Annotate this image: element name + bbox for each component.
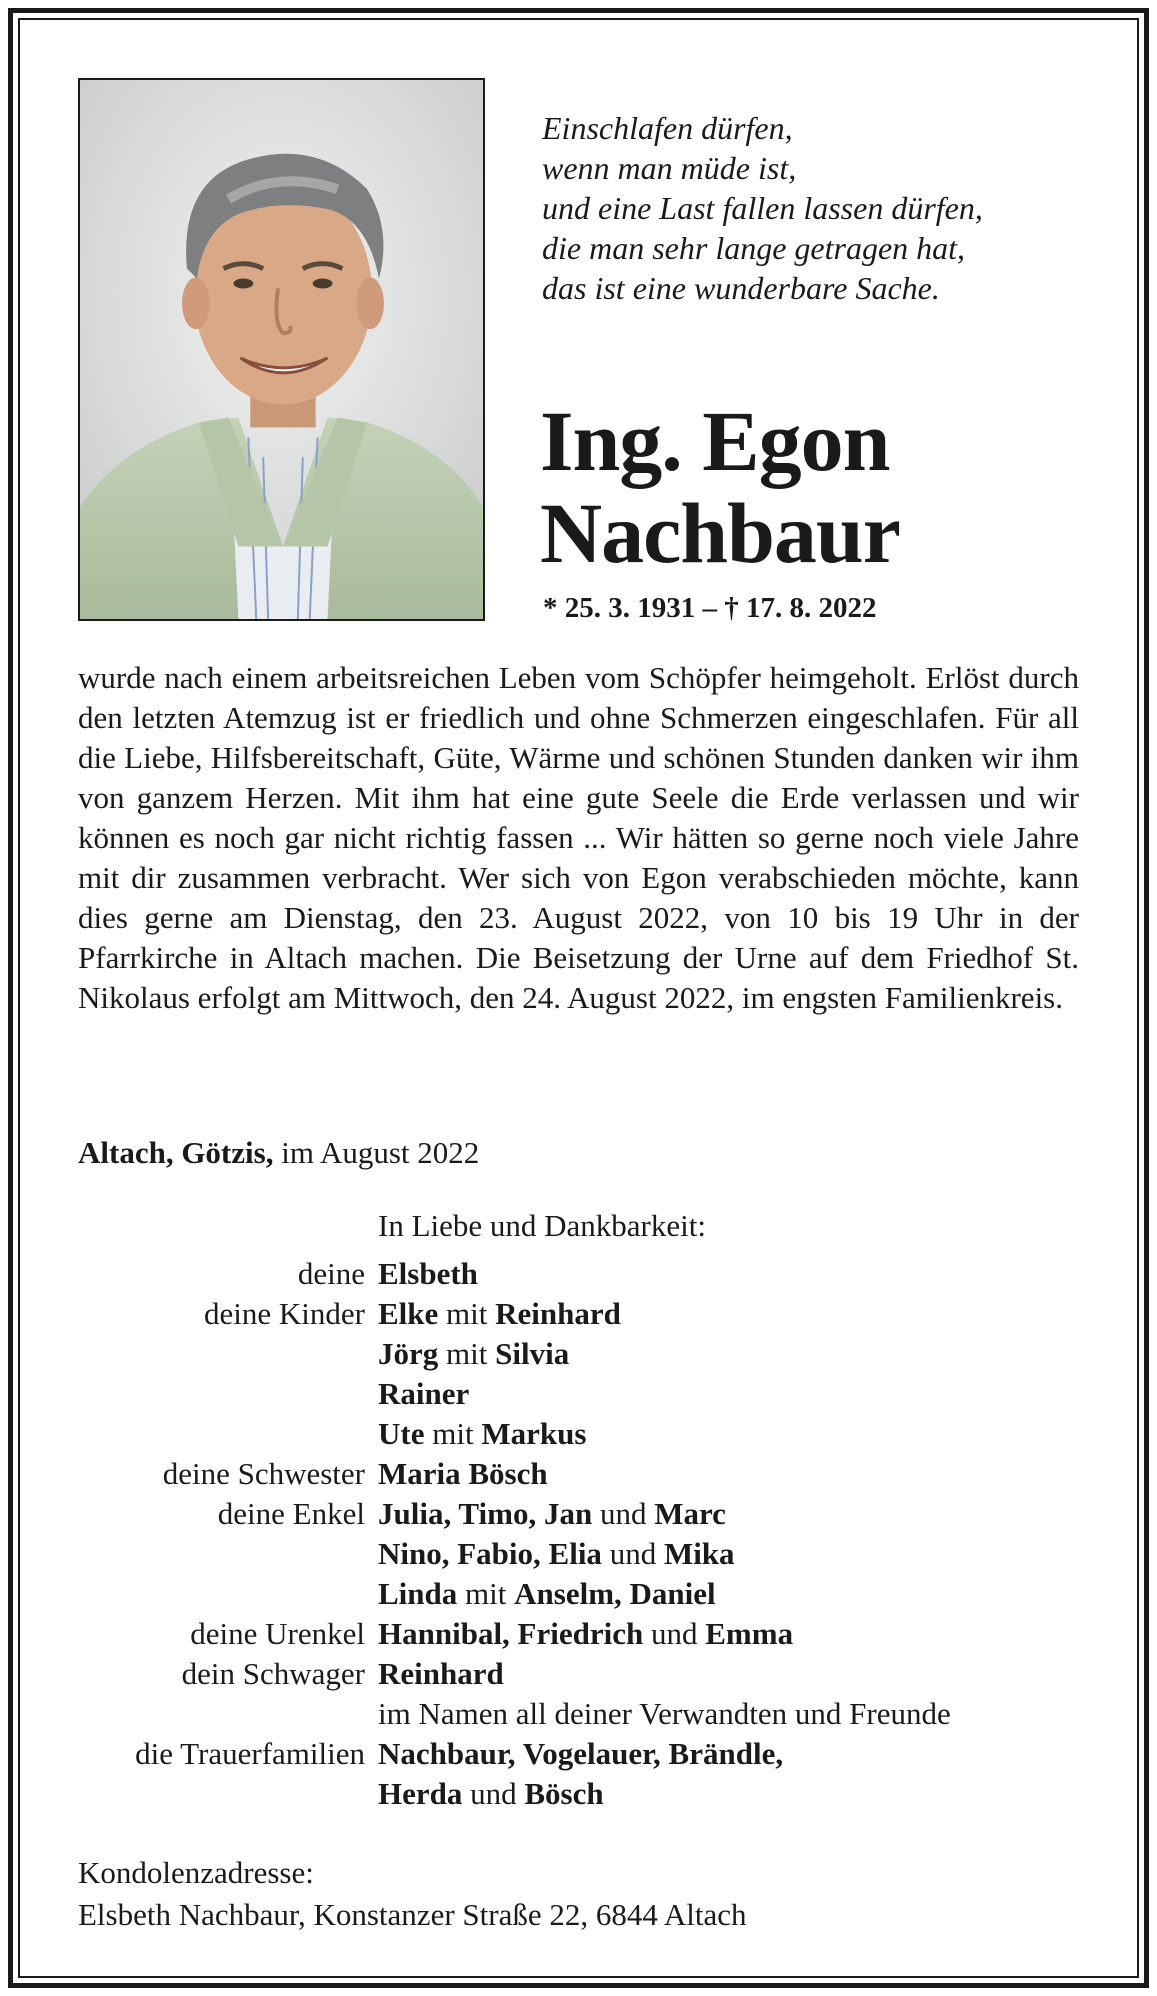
mourner-name: Linda: [378, 1576, 458, 1611]
mourner-name: Elke: [378, 1296, 439, 1331]
mourner-name: Anselm, Daniel: [514, 1576, 716, 1611]
mourner-row: [0, 1616, 1157, 1656]
mourner-connector: und: [601, 1536, 664, 1571]
mourner-names: [378, 1456, 548, 1492]
place-names: Altach, Götzis,: [78, 1135, 274, 1170]
mourner-names: [378, 1736, 783, 1772]
mourner-name: Elsbeth: [378, 1256, 478, 1291]
mourner-name: Reinhard: [495, 1296, 621, 1331]
mourner-names: [378, 1776, 604, 1812]
condolence-address-text: Elsbeth Nachbaur, Konstanzer Straße 22, 6844 Altach: [78, 1897, 747, 1932]
mourner-connector: und: [462, 1776, 525, 1811]
mourner-connector: mit: [457, 1576, 515, 1611]
mourner-names: [378, 1496, 726, 1532]
mourner-name: Jörg: [378, 1336, 439, 1371]
mourner-row: [0, 1656, 1157, 1696]
mourner-name: Markus: [481, 1416, 587, 1451]
mourner-names: [378, 1416, 586, 1452]
mourner-name: Bösch: [524, 1776, 604, 1811]
mourner-connector: und: [643, 1616, 706, 1651]
condolence-label: Kondolenzadresse:: [78, 1855, 314, 1890]
mourner-names: [378, 1256, 478, 1292]
mourner-name: Marc: [654, 1496, 726, 1531]
mourner-name: Maria Bösch: [378, 1456, 548, 1491]
poem-line: und eine Last fallen lassen dürfen,: [542, 190, 983, 226]
thanks-line: In Liebe und Dankbarkeit:: [378, 1208, 706, 1243]
mourner-name: Silvia: [495, 1336, 570, 1371]
mourner-relation: die Trauerfamilien: [135, 1736, 365, 1771]
mourner-name: Emma: [705, 1616, 794, 1651]
mourner-names: [378, 1376, 469, 1412]
mourner-relation: deine Kinder: [204, 1296, 365, 1331]
mourner-name: Nino, Fabio, Elia: [378, 1536, 602, 1571]
mourner-row: [0, 1256, 1157, 1296]
mourner-names: [378, 1336, 569, 1372]
mourner-name: Rainer: [378, 1376, 470, 1411]
mourner-name: Herda: [378, 1776, 463, 1811]
mourner-names: [378, 1576, 716, 1612]
name-line-2: Nachbaur: [540, 485, 900, 581]
deceased-name: [540, 395, 900, 579]
mourner-connector: mit: [438, 1336, 496, 1371]
mourner-row: [0, 1776, 1157, 1816]
poem-line: die man sehr lange getragen hat,: [542, 230, 966, 266]
mourner-relation: deine Urenkel: [190, 1616, 365, 1651]
mourner-connector: mit: [438, 1296, 496, 1331]
mourner-row: [0, 1296, 1157, 1336]
mourner-names: [378, 1296, 621, 1332]
portrait-photo: [78, 78, 485, 621]
mourner-names: [378, 1536, 735, 1572]
mourner-names: [378, 1616, 793, 1652]
poem-line: Einschlafen dürfen,: [542, 110, 793, 146]
mourner-name: Ute: [378, 1416, 425, 1451]
mourner-connector: und: [592, 1496, 655, 1531]
life-dates: * 25. 3. 1931 – † 17. 8. 2022: [543, 592, 877, 624]
mourner-names: [378, 1656, 504, 1692]
mourner-relation: deine Schwester: [162, 1456, 365, 1491]
mourner-row: [0, 1496, 1157, 1536]
mourner-name: Nachbaur, Vogelauer, Brändle,: [378, 1736, 784, 1771]
mourner-connector: mit: [424, 1416, 482, 1451]
mourners-list: [0, 1256, 1157, 1816]
mourner-connector: im Namen all deiner Verwandten und Freunde: [378, 1696, 951, 1731]
mourner-names: [378, 1696, 951, 1732]
mourner-row: [0, 1736, 1157, 1776]
place-date-line: [78, 1135, 479, 1171]
mourner-row: [0, 1696, 1157, 1736]
place-date: im August 2022: [273, 1135, 480, 1170]
mourner-name: Reinhard: [378, 1656, 504, 1691]
mourner-row: [0, 1576, 1157, 1616]
obituary-text: wurde nach einem arbeitsreichen Leben vom Schöpfer heimgeholt. Erlöst durch den letzten Atemzug ist er friedlich und ohne Schmerzen eingeschlafen. Für all die Liebe, Hilfsbereitschaft, Güte, Wärme und schönen Stunden danken wir ihm von ganzem Herzen. Mit ihm hat eine gute Seele die Erde verlassen und wir können es noch gar nicht richtig fassen ... Wir hätten so gerne noch viele Jahre mit dir zusammen verbracht. Wer sich von Egon verabschieden möchte, kann dies gerne am Dienstag, den 23. August 2022, von 10 bis 19 Uhr in der Pfarrkirche in Altach machen. Die Beisetzung der Urne auf dem Friedhof St. Nikolaus erfolgt am Mittwoch, den 24. August 2022, im engsten Familienkreis.: [78, 660, 1079, 1015]
name-line-1: Ing. Egon: [540, 393, 890, 489]
mourner-row: [0, 1536, 1157, 1576]
poem: [542, 108, 1082, 308]
mourner-row: [0, 1416, 1157, 1456]
mourner-row: [0, 1336, 1157, 1376]
mourner-name: Julia, Timo, Jan: [378, 1496, 593, 1531]
condolence-address: [78, 1852, 747, 1936]
poem-line: wenn man müde ist,: [542, 150, 797, 186]
mourner-name: Mika: [663, 1536, 735, 1571]
poem-line: das ist eine wunderbare Sache.: [542, 270, 940, 306]
mourner-relation: dein Schwager: [181, 1656, 365, 1691]
mourner-relation: deine: [297, 1256, 365, 1291]
mourner-row: [0, 1456, 1157, 1496]
mourner-row: [0, 1376, 1157, 1416]
mourner-name: Hannibal, Friedrich: [378, 1616, 644, 1651]
mourner-relation: deine Enkel: [217, 1496, 365, 1531]
